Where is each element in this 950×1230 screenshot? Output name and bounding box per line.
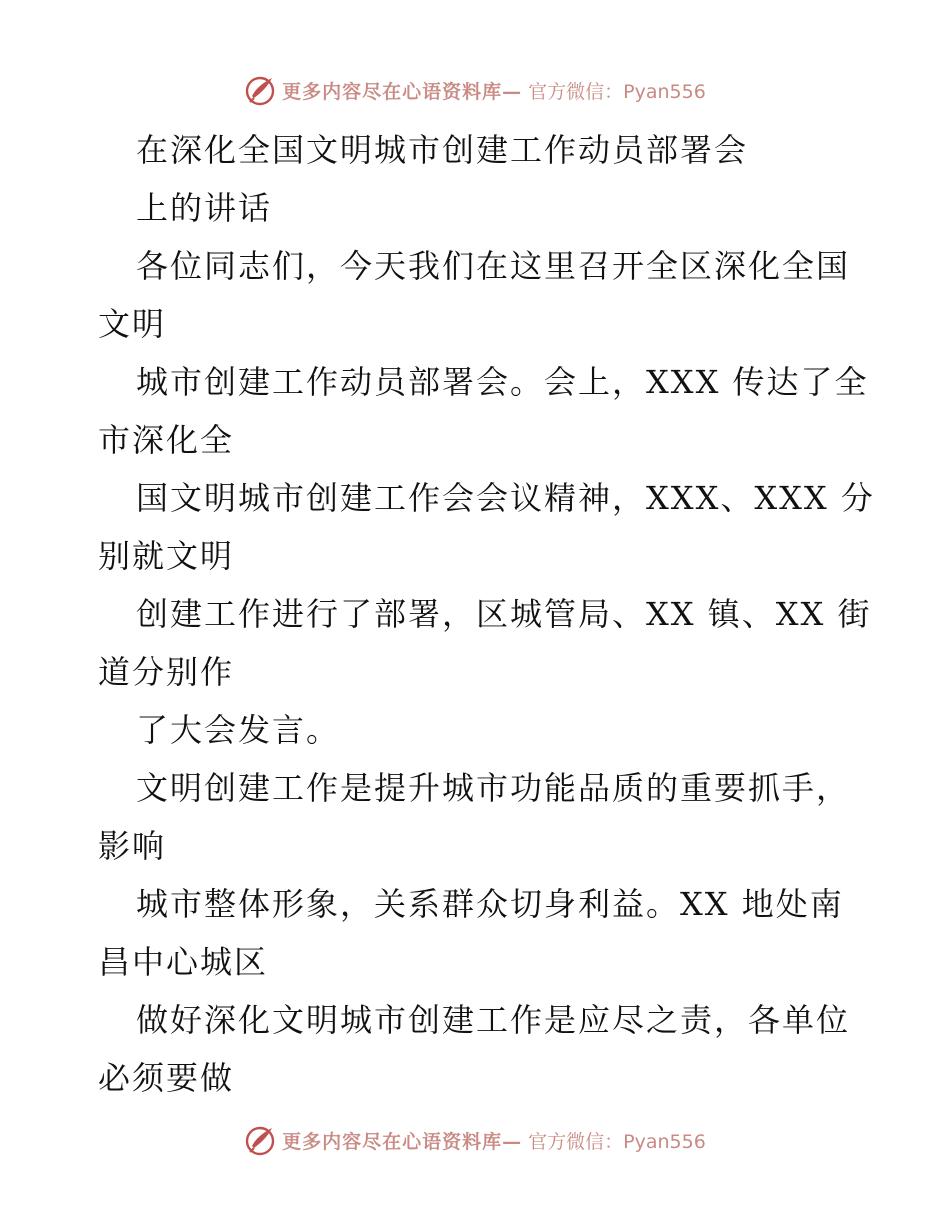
text-line: 城市整体形象，关系群众切身利益。XX 地处南 <box>136 885 844 923</box>
speech-body <box>98 121 875 1107</box>
text-line: 城市创建工作动员部署会。会上，XXX 传达了全 <box>136 363 869 401</box>
banner-contact-text: 官方微信：Pyan556 <box>528 1130 706 1153</box>
text-line: 文明创建工作是提升城市功能品质的重要抓手， <box>136 769 851 807</box>
text-line: 别就文明 <box>98 537 235 575</box>
text-line: 市深化全 <box>98 421 235 459</box>
footer-banner <box>0 1120 950 1160</box>
text-line: 文明 <box>98 305 167 343</box>
text-line: 做好深化文明城市创建工作是应尽之责，各单位 <box>136 1001 851 1039</box>
banner-promo-text: 更多内容尽在心语资料库— <box>282 1130 523 1153</box>
text-line: 各位同志们，今天我们在这里召开全区深化全国 <box>136 247 851 285</box>
title-line: 在深化全国文明城市创建工作动员部署会 <box>136 131 749 169</box>
text-line: 道分别作 <box>98 653 235 691</box>
text-line: 昌中心城区 <box>98 943 269 981</box>
text-line: 必须要做 <box>98 1059 235 1097</box>
header-banner <box>0 70 950 110</box>
title-line: 上的讲话 <box>136 189 273 227</box>
feather-pen-logo-icon <box>244 74 276 106</box>
text-line: 创建工作进行了部署，区城管局、XX 镇、XX 街 <box>136 595 872 633</box>
feather-pen-logo-icon <box>244 1124 276 1156</box>
banner-contact-text: 官方微信：Pyan556 <box>528 80 706 103</box>
text-line: 了大会发言。 <box>136 711 341 749</box>
text-line: 影响 <box>98 827 167 865</box>
banner-promo-text: 更多内容尽在心语资料库— <box>282 80 523 103</box>
text-line: 国文明城市创建工作会会议精神，XXX、XXX 分 <box>136 479 875 517</box>
